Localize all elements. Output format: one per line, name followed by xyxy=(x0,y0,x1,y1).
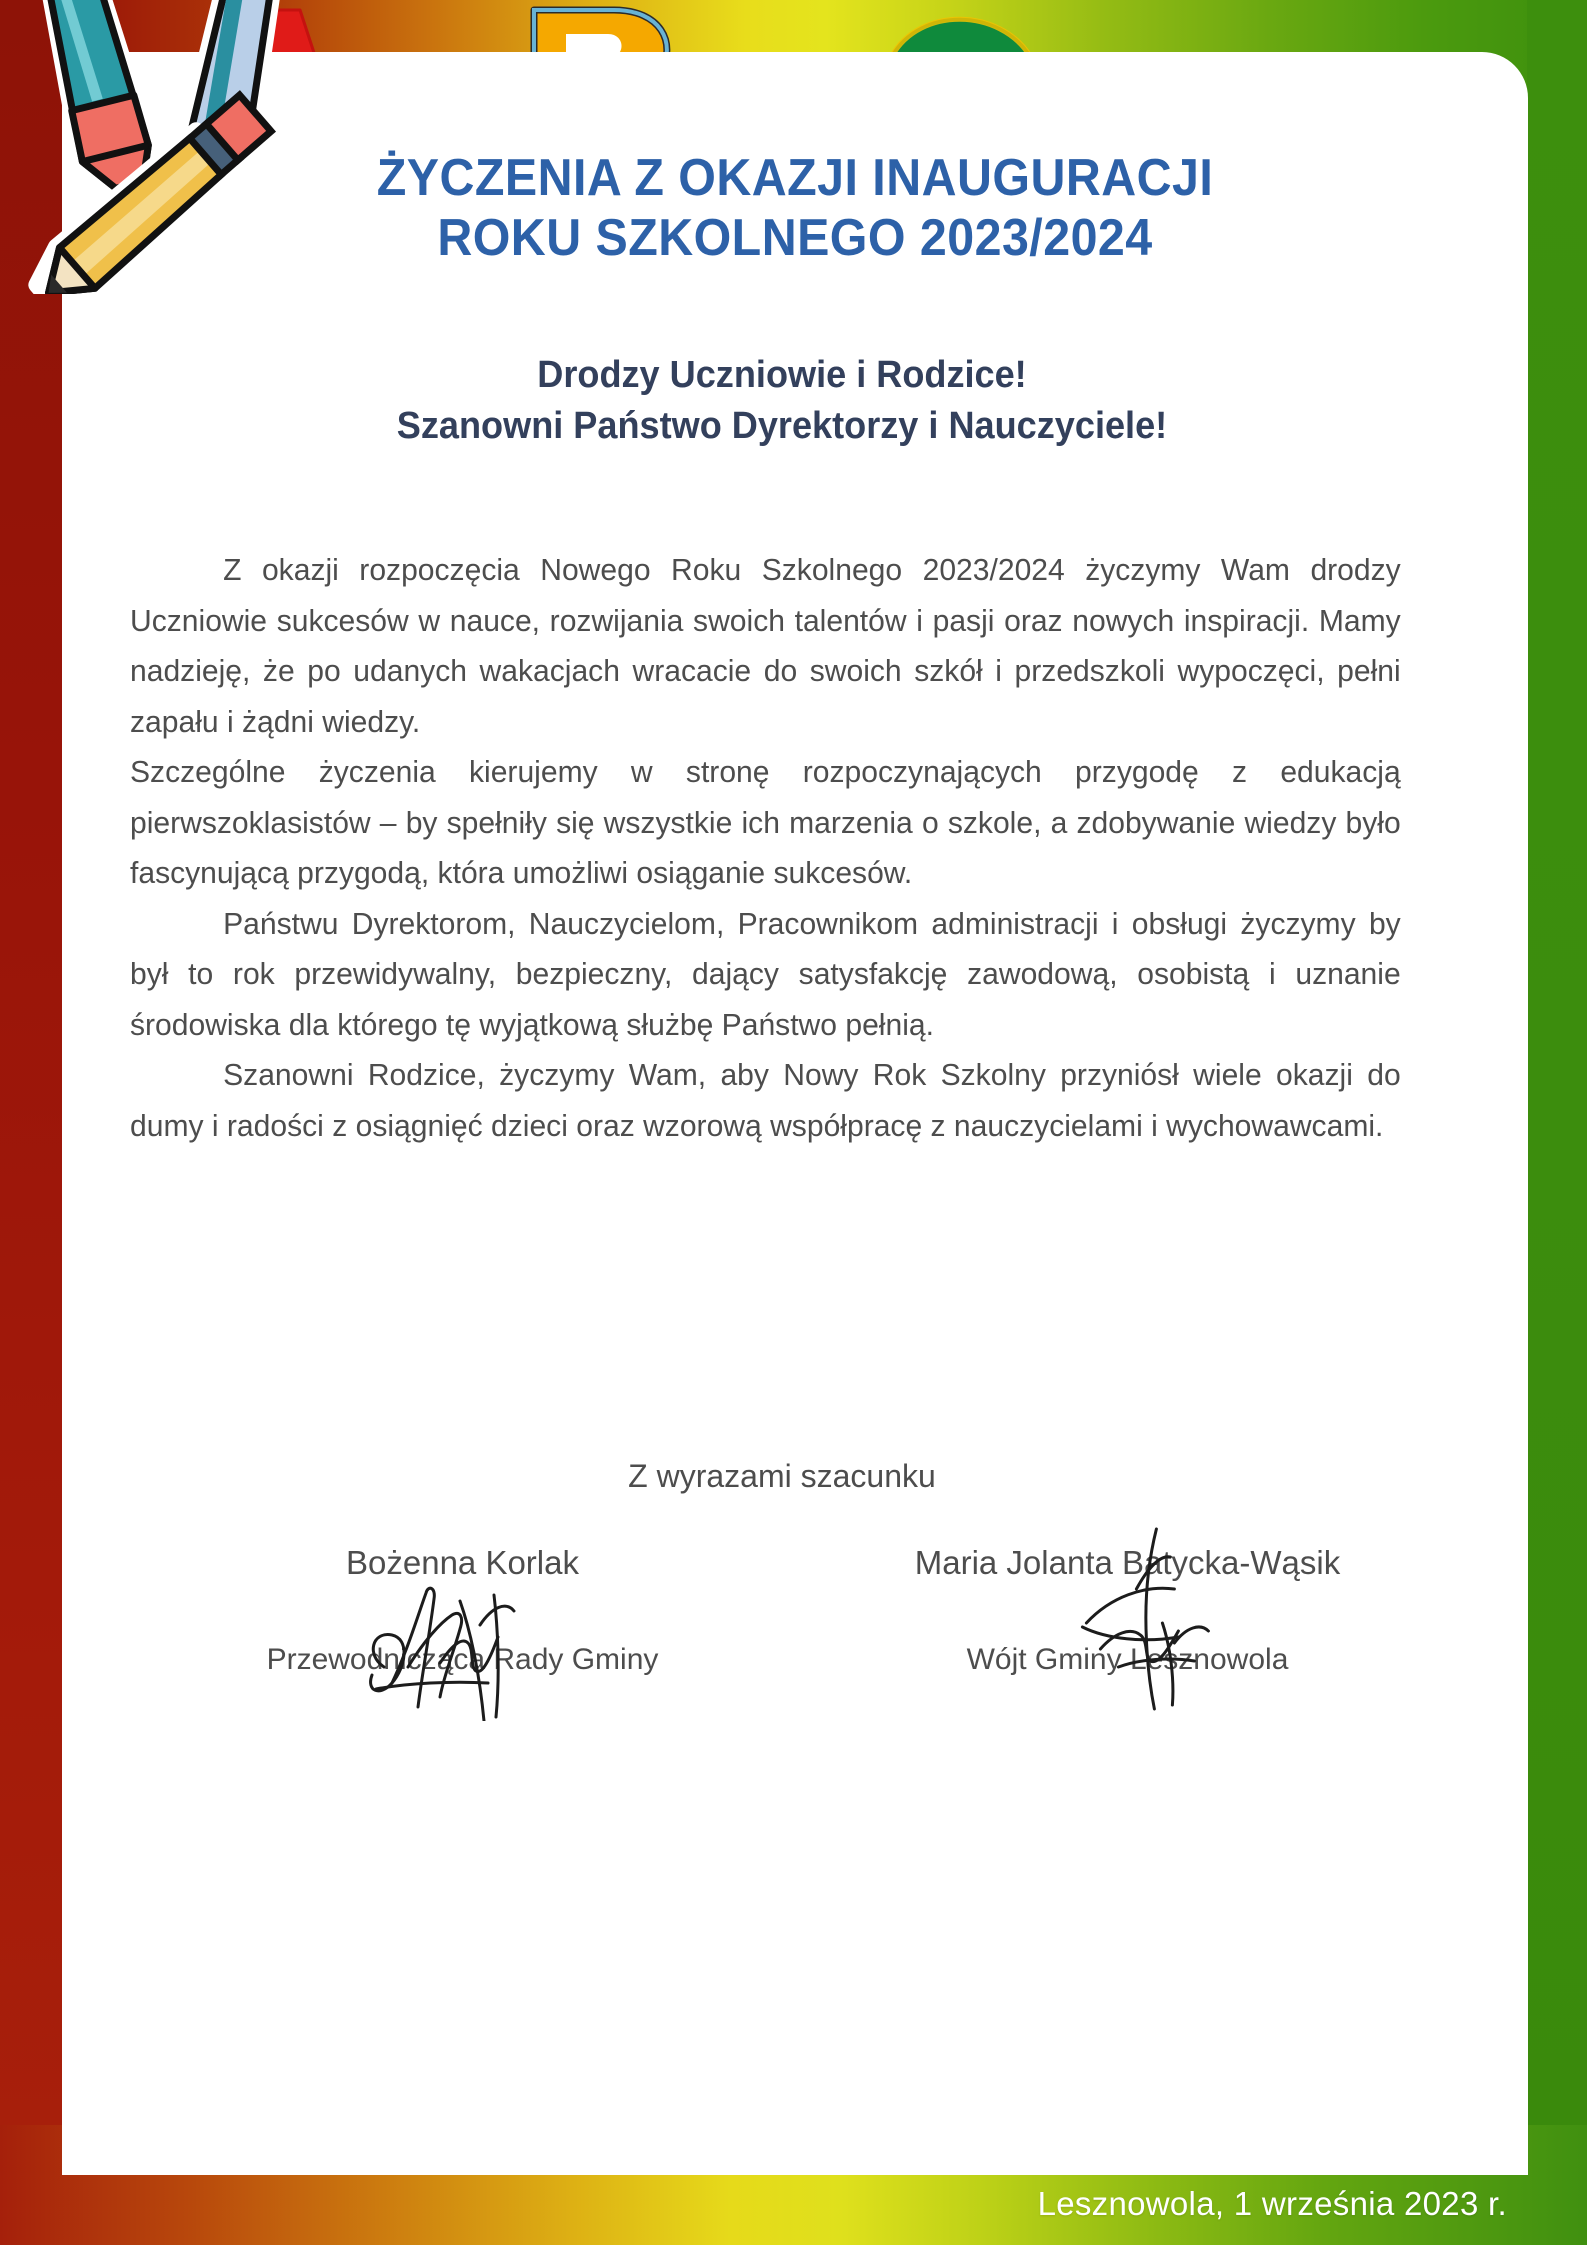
greeting-line-1: Drodzy Uczniowie i Rodzice! xyxy=(537,354,1027,396)
date-stamp: Lesznowola, 1 września 2023 r. xyxy=(1037,2185,1507,2222)
signature-row xyxy=(130,1545,1460,1677)
greeting-line-2: Szanowni Państwo Dyrektorzy i Nauczyciele! xyxy=(396,405,1168,448)
signatory-role: Wójt Gminy Lesznowola xyxy=(966,1643,1289,1677)
greeting-block xyxy=(98,350,1466,453)
signatory-name: Bożenna Korlak xyxy=(346,1544,579,1581)
frame-border-right xyxy=(1527,0,1587,2245)
poster-title xyxy=(113,148,1476,269)
title-line-2: ROKU SZKOLNEGO 2023/2024 xyxy=(437,209,1153,268)
signatory-role: Przewodnicząca Rady Gminy xyxy=(266,1643,659,1677)
signature-block-chairwoman xyxy=(183,1545,743,1677)
body-paragraph: Państwu Dyrektorom, Nauczycielom, Pracownikom administracji i obsługi życzymy by był to rok przewidywalny, bezpieczny, dający satysfakcję zawodową, osobistą i uznanie środowiska dla którego tę wyjątkową służbę Państwo pełnią. xyxy=(130,905,1401,1042)
closing-salutation: Z wyrazami szacunku xyxy=(628,1458,936,1494)
letter-body xyxy=(130,545,1401,1151)
signature-block-mayor xyxy=(848,1545,1408,1677)
title-line-1: ŻYCZENIA Z OKAZJI INAUGURACJI xyxy=(376,149,1214,207)
signatory-name: Maria Jolanta Batycka-Wąsik xyxy=(914,1544,1341,1581)
frame-border-left xyxy=(0,0,64,2245)
body-paragraph: Szanowni Rodzice, życzymy Wam, aby Nowy Rok Szkolny przyniósł wiele okazji do dumy i radości z osiągnięć dzieci oraz wzorową współpracę z nauczycielami i wychowawcami. xyxy=(130,1057,1401,1143)
body-paragraph: Szczególne życzenia kierujemy w stronę rozpoczynających przygodę z edukacją pierwszoklasistów – by spełniły się wszystkie ich marzenia o szkole, a zdobywanie wiedzy było fascynującą przygodą, która umożliwi osiąganie sukcesów. xyxy=(130,754,1401,891)
body-paragraph: Z okazji rozpoczęcia Nowego Roku Szkolnego 2023/2024 życzymy Wam drodzy Uczniowie sukcesów w nauce, rozwijania swoich talentów i pasji oraz nowych inspiracji. Mamy nadzieję, że po udanych wakacjach wracacie do swoich szkół i przedszkoli wypoczęci, pełni zapału i żądni wiedzy. xyxy=(130,552,1401,739)
